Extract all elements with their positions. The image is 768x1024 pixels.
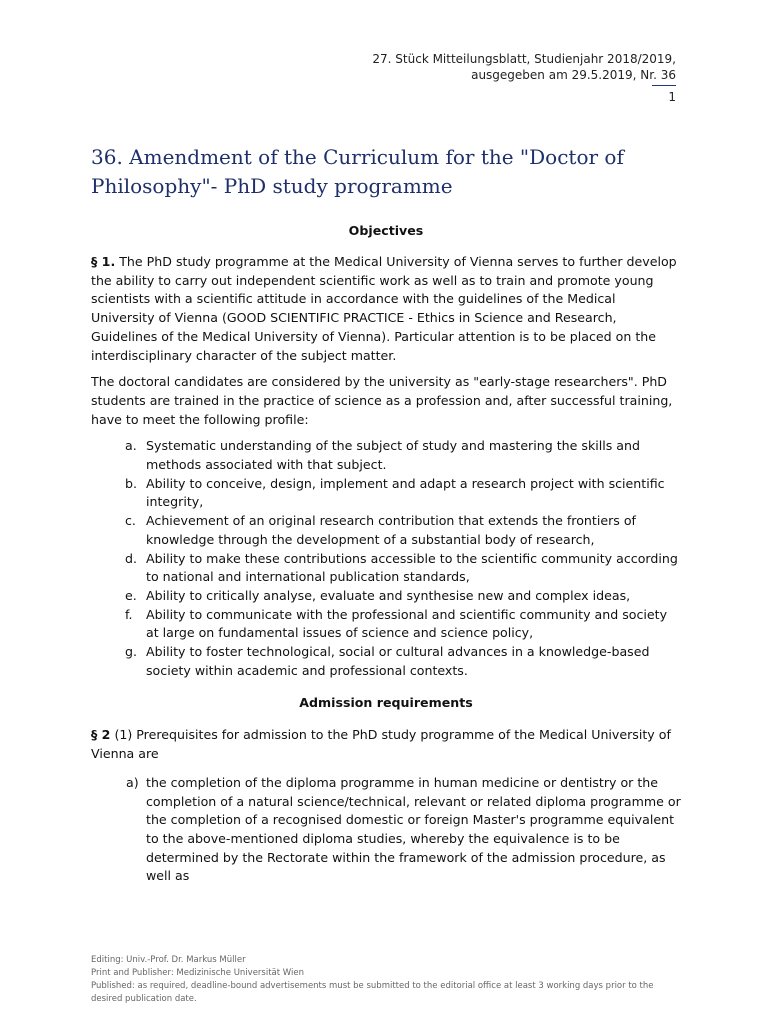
list-marker: b.	[125, 475, 137, 491]
list-item-text: Ability to foster technological, social or cultural advances in a knowledge-based society within academic and professional contexts.	[146, 644, 650, 678]
list-item	[91, 606, 681, 643]
list-item-text: Ability to critically analyse, evaluate and synthesise new and complex ideas,	[146, 587, 631, 603]
list-item	[91, 587, 681, 606]
document-body	[91, 222, 681, 886]
footer-published-note: Published: as required, deadline-bound advertisements must be submitted to the editorial office at least 3 working days prior to the desired publication date.	[91, 981, 654, 1004]
objectives-heading: Objectives	[348, 223, 424, 238]
list-item-text: Ability to communicate with the professional and scientific community and society at large on fundamental issues of science and science policy,	[146, 606, 668, 641]
header-line-2: ausgegeben am 29.5.2019, Nr. 36	[471, 68, 676, 82]
list-item	[91, 643, 681, 680]
publication-header	[372, 51, 676, 83]
list-marker: c.	[125, 513, 136, 529]
objectives-paragraph-1	[91, 253, 681, 365]
list-item-text: the completion of the diploma programme in human medicine or dentistry or the completion of a natural science/technical, relevant or related diploma programme or the completion of a recognised domestic or foreign Master's programme equivalent to the above-mentioned diploma studies, whereby the equivalence is to be determined by the Rectorate within the framework of the admission procedure, as well as	[146, 774, 681, 884]
page-number: 1	[668, 90, 676, 104]
document-title: 36. Amendment of the Curriculum for the "Doctor of Philosophy"- PhD study programme	[91, 145, 624, 198]
footer-editing: Editing: Univ.-Prof. Dr. Markus Müller	[91, 955, 246, 965]
list-item	[91, 475, 681, 512]
list-marker: g.	[125, 644, 137, 660]
header-divider	[652, 85, 676, 86]
list-item-text: Ability to conceive, design, implement and adapt a research project with scientific integrity,	[146, 475, 665, 510]
list-marker: a)	[126, 774, 139, 790]
profile-list	[91, 437, 681, 680]
objectives-paragraph-2: The doctoral candidates are considered by the university as "early-stage researchers". PhD students are trained in the practice of science as a profession and, after successful training, have to meet the following profile:	[91, 374, 673, 427]
objectives-paragraph-1-text: The PhD study programme at the Medical University of Vienna serves to further develop the ability to carry out independent scientific work as well as to train and promote young scientists with a scientific attitude in accordance with the guidelines of the Medical University of Vienna (GOOD SCIENTIFIC PRACTICE - Ethics in Science and Research, Guidelines of the Medical University of Vienna). Particular attention is to be placed on the interdisciplinary character of the subject matter.	[91, 254, 677, 363]
section-1-mark: § 1.	[91, 254, 116, 269]
admission-paragraph-1	[91, 726, 681, 763]
admission-paragraph-1-text: (1) Prerequisites for admission to the PhD study programme of the Medical University of Vienna are	[91, 727, 671, 762]
section-2-mark: § 2	[91, 727, 111, 743]
header-line-1: 27. Stück Mitteilungsblatt, Studienjahr 2018/2019,	[372, 52, 676, 66]
list-item	[91, 437, 681, 474]
list-marker: a.	[125, 438, 137, 454]
list-marker: e.	[125, 587, 137, 603]
list-item	[91, 512, 681, 549]
admission-heading: Admission requirements	[299, 695, 473, 711]
list-item	[91, 550, 681, 587]
list-item-text: Ability to make these contributions accessible to the scientific community according to national and international publication standards,	[146, 550, 678, 585]
list-marker: f.	[125, 606, 133, 622]
list-marker: d.	[125, 550, 137, 566]
footer-publisher: Print and Publisher: Medizinische Universität Wien	[91, 968, 304, 978]
publication-footer	[91, 954, 681, 1006]
list-item-text: Systematic understanding of the subject of study and mastering the skills and methods associated with that subject.	[146, 438, 640, 473]
admission-requirements-list	[91, 774, 681, 886]
list-item-text: Achievement of an original research contribution that extends the frontiers of knowledge through the development of a substantial body of research,	[146, 513, 636, 547]
list-item	[91, 774, 681, 886]
